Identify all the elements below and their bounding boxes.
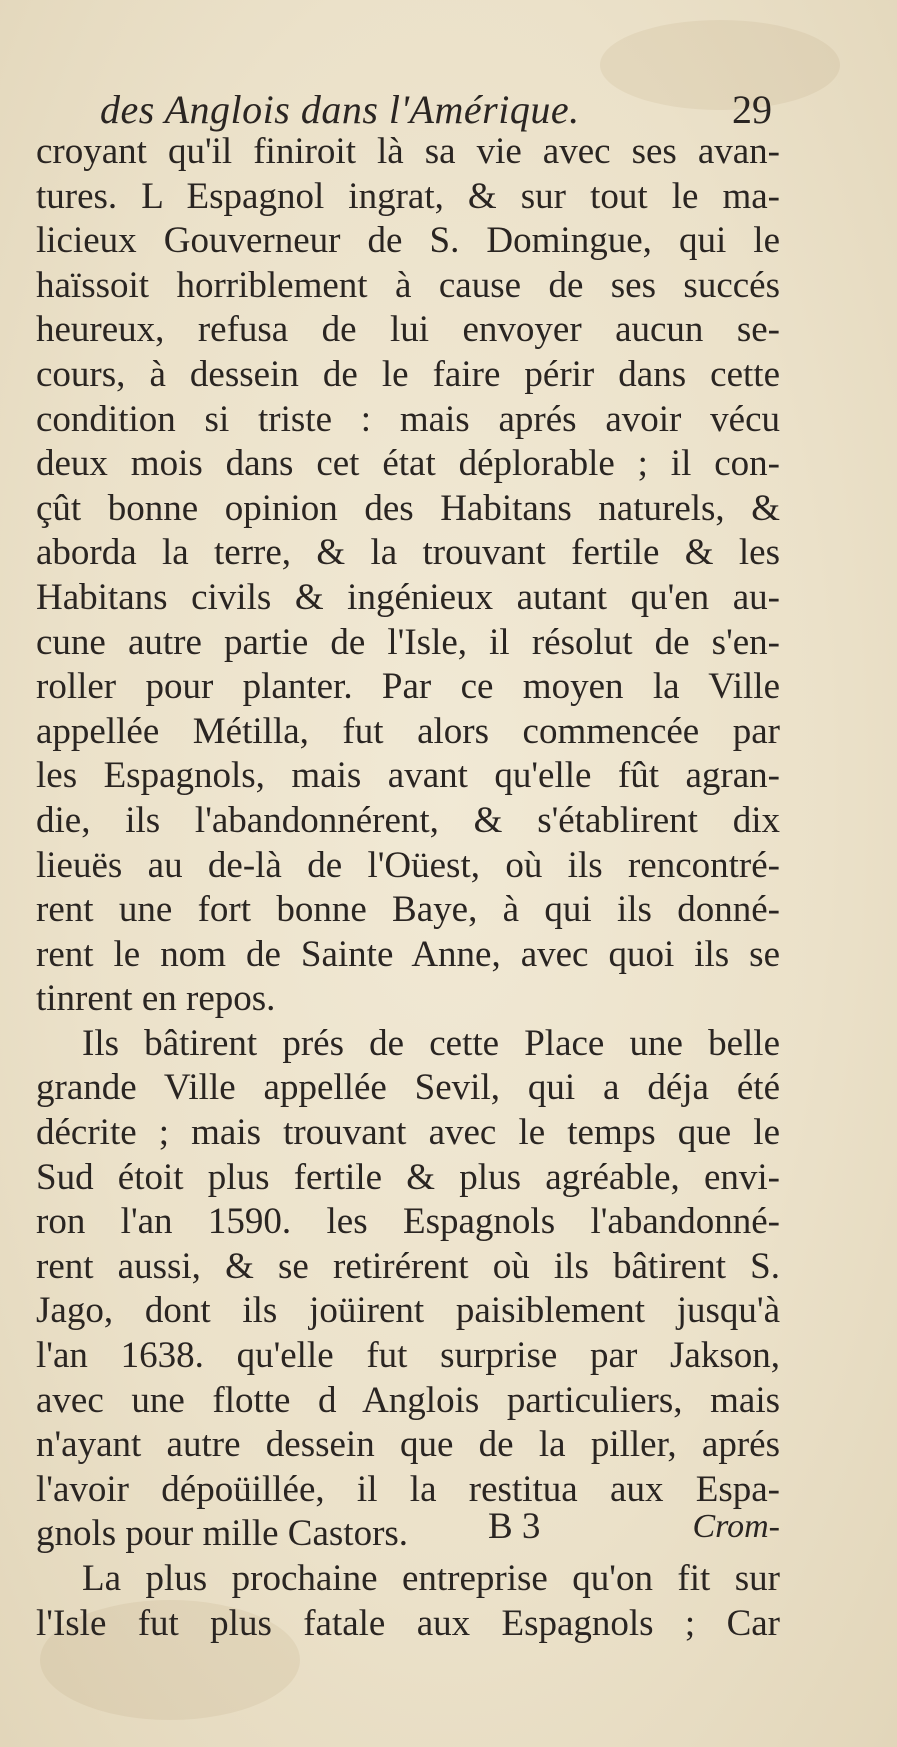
text-line: rent le nom de Sainte Anne, avec quoi ils se [36,933,780,975]
text-line: lieuës au de-là de l'Oüest, où ils rencontré- [36,844,780,886]
text-line: appellée Métilla, fut alors commencée par [36,710,780,752]
text-line: aborda la terre, & la trouvant fertile & les [36,532,780,574]
text-line: tures. L Espagnol ingrat, & sur tout le ma- [36,175,780,217]
text-line: cours, à dessein de le faire périr dans cette [36,353,780,395]
text-line: heureux, refusa de lui envoyer aucun se- [36,309,780,351]
text-line: décrite ; mais trouvant avec le temps que le [36,1112,780,1154]
text-line: haïssoit horriblement à cause de ses succés [36,264,780,306]
text-line: condition si triste : mais aprés avoir vécu [36,398,780,440]
text-line: die, ils l'abandonnérent, & s'établirent dix [36,799,780,841]
signature-mark: B 3 [488,1506,541,1547]
text-line: l'Isle fut plus fatale aux Espagnols ; Car [36,1602,780,1644]
text-line: deux mois dans cet état déplorable ; il con- [36,443,780,485]
text-line: gnols pour mille Castors. [36,1513,409,1555]
text-line: licieux Gouverneur de S. Domingue, qui le [36,220,780,262]
page-footer [36,1504,780,1550]
text-line: Habitans civils & ingénieux autant qu'en au- [36,576,780,618]
text-line: tinrent en repos. [36,978,276,1020]
text-line: l'an 1638. qu'elle fut surprise par Jakson, [36,1335,780,1377]
catchword: Crom- [692,1508,780,1545]
text-line: croyant qu'il finiroit là sa vie avec ses avan- [36,131,780,172]
running-title: des Anglois dans l'Amérique. [100,87,580,132]
text-line: rent une fort bonne Baye, à qui ils donné- [36,889,780,931]
text-line: roller pour planter. Par ce moyen la Ville [36,666,780,708]
text-line: les Espagnols, mais avant qu'elle fût agran- [36,755,780,797]
text-line: Jago, dont ils joüirent paisiblement jusqu'à [36,1290,780,1332]
page-header [100,84,780,136]
text-line: cune autre partie de l'Isle, il résolut de s'en- [36,621,780,663]
text-line: Ils bâtirent prés de cette Place une belle [82,1022,780,1064]
text-line: n'ayant autre dessein que de la piller, aprés [36,1424,780,1466]
text-line: rent aussi, & se retirérent où ils bâtirent S. [36,1245,780,1287]
text-line: avec une flotte d Anglois particuliers, mais [36,1379,780,1421]
text-line: ron l'an 1590. les Espagnols l'abandonné- [36,1201,780,1243]
text-line: grande Ville appellée Sevil, qui a déja été [36,1067,780,1109]
text-line: l'avoir dépoüillée, il la restitua aux Espa- [36,1468,780,1510]
text-line: Sud étoit plus fertile & plus agréable, envi- [36,1156,780,1198]
page-number: 29 [732,87,772,132]
body-text [36,130,780,1646]
text-line: çût bonne opinion des Habitans naturels, & [36,487,780,529]
text-line: La plus prochaine entreprise qu'on fit sur [82,1558,780,1599]
